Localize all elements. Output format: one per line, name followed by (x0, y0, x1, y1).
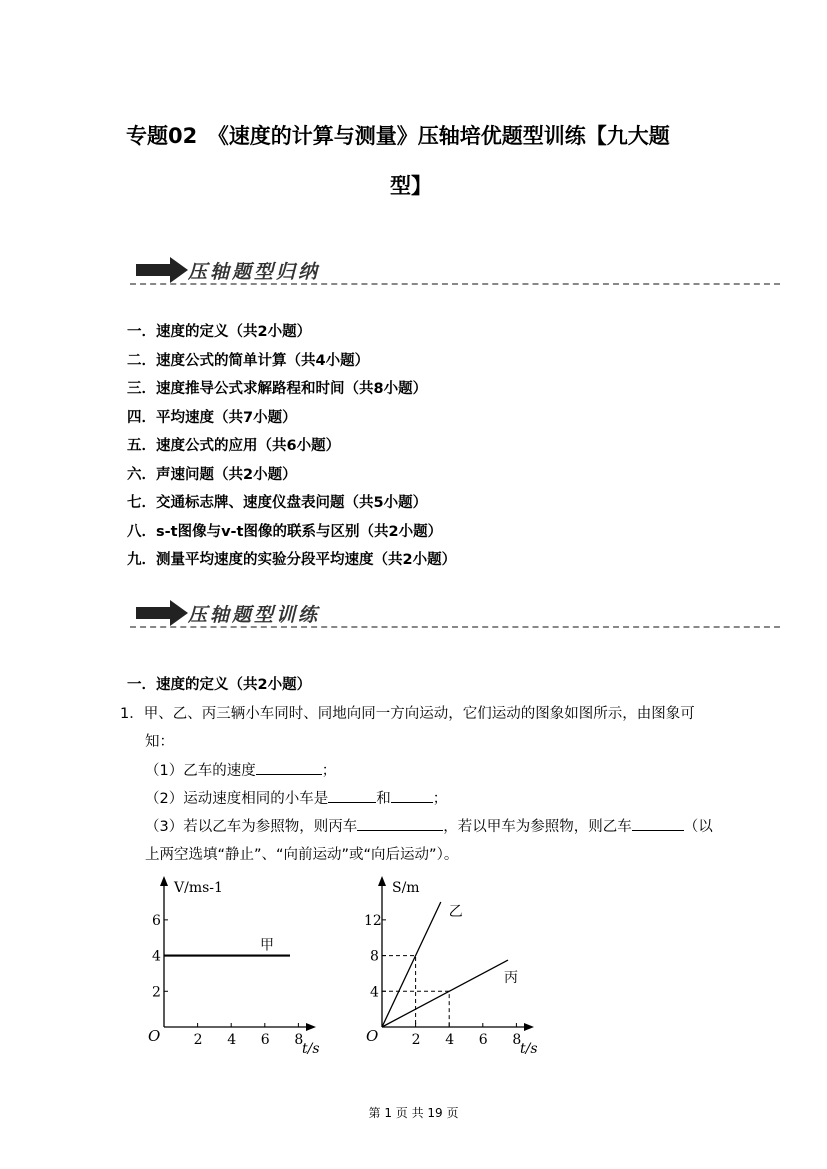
x-tick-label: 2 (411, 1032, 421, 1048)
question-part-3: （3）若以乙车为参照物，则丙车 ，若以甲车为参照物，则乙车 （以 (145, 815, 713, 836)
toc-item: 四．平均速度（共7小题） (127, 409, 297, 426)
toc-list (127, 318, 456, 575)
question-part-1: （1）乙车的速度 ； (145, 759, 336, 780)
y-tick-label: 4 (370, 984, 379, 1001)
question-text: 知： (145, 734, 174, 750)
toc-item: 八．s-t图像与v-t图像的联系与区别（共2小题） (127, 523, 443, 540)
toc-item: 五．速度公式的应用（共6小题） (127, 438, 341, 454)
x-tick-label: 6 (478, 1032, 488, 1048)
question-part-3-cont: 上两空选填“静止”、“向前运动”或“向后运动”）。 (145, 847, 459, 863)
series-label: 乙 (448, 904, 463, 920)
toc-item: 六．声速问题（共2小题） (127, 466, 297, 483)
y-tick-label: 8 (370, 948, 379, 965)
y-tick-label: 4 (152, 948, 161, 965)
toc-item: 七．交通标志牌、速度仪盘表问题（共5小题） (127, 495, 428, 511)
answer-blank[interactable] (357, 816, 443, 831)
st-graph (358, 870, 548, 1060)
x-axis-arrow (524, 1023, 534, 1031)
x-tick-label: 6 (260, 1032, 270, 1048)
divider (130, 283, 780, 285)
arrow-icon (136, 600, 188, 626)
divider (130, 626, 780, 628)
answer-blank[interactable] (391, 788, 433, 803)
page-title: 专题02 《速度的计算与测量》压轴培优题型训练【九大题 (126, 124, 670, 148)
summary-banner (130, 255, 780, 285)
series-line (382, 960, 508, 1027)
series-line (382, 902, 441, 1027)
x-axis-label: t/s (520, 1041, 538, 1057)
y-axis-label: V/ms-1 (174, 880, 223, 896)
x-tick-label: 8 (294, 1032, 304, 1048)
y-tick-label: 6 (152, 912, 161, 929)
arrow-icon (136, 257, 188, 283)
toc-item: 二．速度公式的简单计算（共4小题） (127, 352, 370, 369)
x-tick-label: 4 (227, 1032, 237, 1048)
series-label: 甲 (260, 937, 274, 954)
question-text: 1．甲、乙、丙三辆小车同时、同地向同一方向运动，它们运动的图象如图所示，由图象可 (120, 706, 695, 722)
vt-graph (140, 870, 330, 1060)
page-title-continued: 型】 (390, 174, 432, 198)
x-axis-arrow (306, 1023, 316, 1031)
origin-label: O (366, 1027, 379, 1045)
x-axis-label: t/s (302, 1041, 320, 1057)
x-tick-label: 8 (512, 1032, 522, 1048)
toc-item: 九．测量平均速度的实验分段平均速度（共2小题） (127, 552, 457, 568)
x-tick-label: 2 (193, 1032, 203, 1048)
answer-blank[interactable] (256, 760, 322, 775)
toc-item: 一．速度的定义（共2小题） (127, 324, 312, 340)
training-banner (130, 598, 780, 628)
y-axis-arrow (160, 876, 168, 886)
toc-item: 三．速度推导公式求解路程和时间（共8小题） (127, 381, 428, 397)
series-label: 丙 (504, 970, 518, 987)
y-axis-arrow (378, 876, 386, 886)
y-tick-label: 12 (364, 912, 382, 929)
training-banner-text: 压轴题型训练 (188, 604, 321, 626)
page-footer: 第 1 页 共 19 页 (368, 1106, 459, 1120)
y-axis-label: S/m (392, 880, 420, 896)
section-heading: 一．速度的定义（共2小题） (127, 677, 312, 693)
question-part-2: （2）运动速度相同的小车是 和 ； (145, 787, 447, 808)
answer-blank[interactable] (328, 788, 376, 803)
origin-label: O (148, 1027, 161, 1045)
y-tick-label: 2 (152, 984, 161, 1001)
answer-blank[interactable] (632, 816, 684, 831)
x-tick-label: 4 (445, 1032, 455, 1048)
summary-banner-text: 压轴题型归纳 (188, 261, 321, 283)
